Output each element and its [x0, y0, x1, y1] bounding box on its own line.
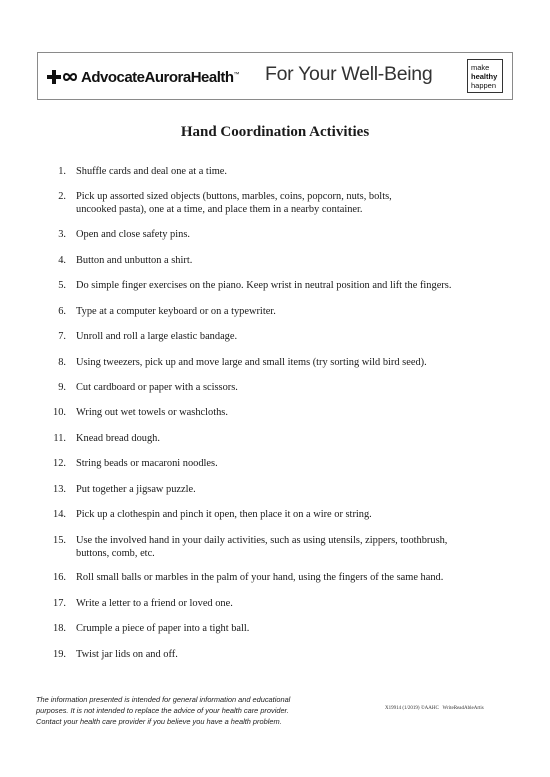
brand-name: AdvocateAuroraHealth™ [81, 68, 240, 86]
document-code: X19914 (1/2019) ©AAHC WriteReadAbleArtis [385, 706, 484, 711]
item-text [76, 457, 476, 470]
item-text-line: Wring out wet towels or washcloths. [76, 407, 228, 418]
item-number: 12. [53, 458, 66, 469]
item-number: 19. [53, 649, 66, 660]
item-text [76, 228, 476, 241]
item-number: 15. [53, 535, 66, 546]
make-healthy-happen-badge [467, 59, 503, 93]
page-title: Hand Coordination Activities [180, 124, 370, 140]
item-text-line: Pick up a clothespin and pinch it open, then place it on a wire or string. [76, 509, 372, 520]
item-text-line: Twist jar lids on and off. [76, 649, 178, 660]
item-number: 18. [53, 623, 66, 634]
badge-line: healthy [471, 72, 498, 81]
item-number: 1. [58, 166, 66, 177]
badge-line: happen [471, 81, 497, 90]
item-number: 7. [58, 331, 66, 342]
item-text [76, 622, 476, 635]
cross-icon [47, 70, 61, 84]
item-text-line: Using tweezers, pick up and move large and small items (try sorting wild bird seed). [76, 357, 427, 368]
item-text-line: Roll small balls or marbles in the palm of your hand, using the fingers of the same hand. [76, 572, 444, 583]
item-text [76, 279, 476, 292]
item-number: 14. [53, 509, 66, 520]
item-text-line: Pick up assorted sized objects (buttons, marbles, coins, popcorn, nuts, bolts, [76, 191, 392, 202]
item-text-line: Type at a computer keyboard or on a typewriter. [76, 306, 276, 317]
item-text-line: Crumple a piece of paper into a tight ball. [76, 623, 250, 634]
item-text [76, 165, 476, 178]
item-text-line: Put together a jigsaw puzzle. [76, 484, 196, 495]
item-text [76, 406, 476, 419]
item-text-line: Do simple finger exercises on the piano. Keep wrist in neutral position and lift the fingers. [76, 280, 452, 291]
item-text-line: buttons, comb, etc. [76, 548, 155, 559]
item-text-line: Open and close safety pins. [76, 229, 190, 240]
tagline: For Your Well-Being [265, 63, 433, 85]
item-number: 11. [53, 433, 66, 444]
item-text [76, 432, 476, 445]
item-text-line: Use the involved hand in your daily activities, such as using utensils, zippers, toothbrush, [76, 535, 448, 546]
item-text [76, 597, 476, 610]
item-text [76, 483, 476, 496]
item-text [76, 508, 476, 521]
item-text [76, 254, 476, 267]
item-text-line: Shuffle cards and deal one at a time. [76, 166, 227, 177]
item-number: 4. [58, 255, 66, 266]
item-text [76, 356, 476, 369]
item-text-line: uncooked pasta), one at a time, and place them in a nearby container. [76, 204, 363, 215]
item-text-line: Unroll and roll a large elastic bandage. [76, 331, 238, 342]
disclaimer-line: The information presented is intended for general information and educational [36, 695, 291, 704]
item-text [76, 534, 476, 560]
item-number: 3. [58, 229, 66, 240]
item-text [76, 648, 476, 661]
disclaimer-line: Contact your health care provider if you believe you have a health problem. [36, 717, 282, 726]
item-text-line: String beads or macaroni noodles. [76, 458, 218, 469]
item-number: 16. [53, 572, 66, 583]
item-number: 10. [53, 407, 66, 418]
item-text [76, 571, 476, 584]
item-number: 13. [53, 484, 66, 495]
disclaimer-line: purposes. It is not intended to replace the advice of your health care provider. [36, 706, 289, 715]
item-text-line: Button and unbutton a shirt. [76, 255, 193, 266]
item-number: 6. [58, 306, 66, 317]
disclaimer [36, 694, 336, 727]
item-text [76, 330, 476, 343]
item-text-line: Knead bread dough. [76, 433, 160, 444]
item-number: 5. [58, 280, 66, 291]
item-text [76, 305, 476, 318]
header-banner [37, 52, 513, 100]
item-text [76, 190, 476, 216]
item-number: 8. [58, 357, 66, 368]
item-number: 17. [53, 598, 66, 609]
brand-logo [47, 67, 239, 87]
item-text-line: Cut cardboard or paper with a scissors. [76, 382, 238, 393]
item-text [76, 381, 476, 394]
infinity-icon [63, 72, 77, 82]
item-number: 9. [58, 382, 66, 393]
item-number: 2. [58, 191, 66, 202]
badge-line: make [471, 63, 490, 72]
item-text-line: Write a letter to a friend or loved one. [76, 598, 233, 609]
